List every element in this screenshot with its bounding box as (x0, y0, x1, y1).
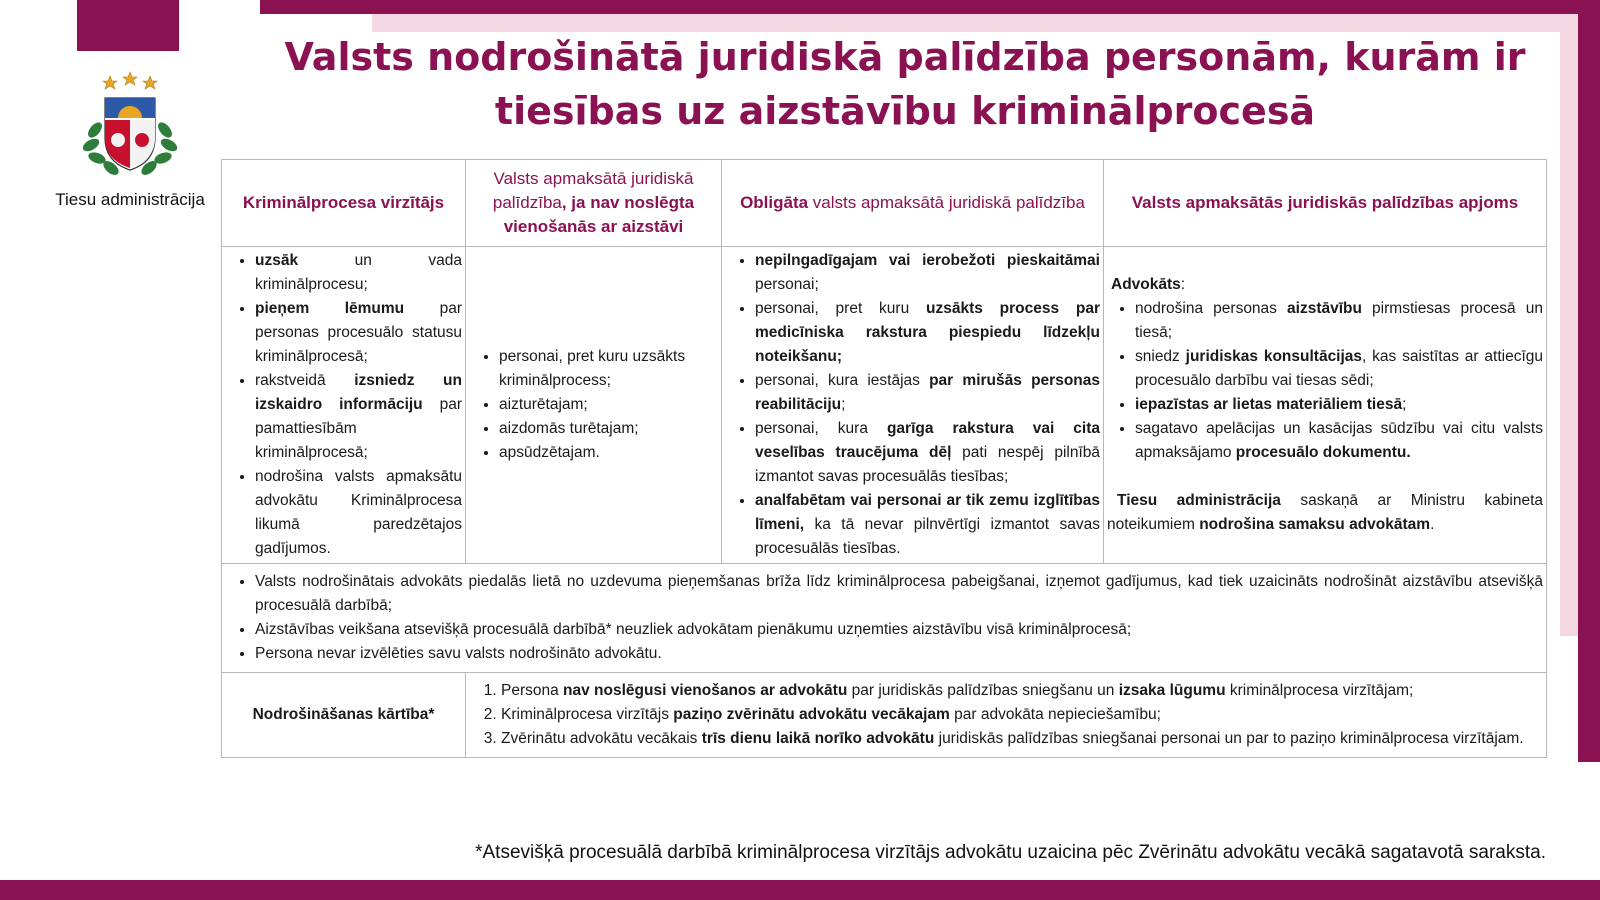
content-row (222, 247, 1547, 564)
top-bar (260, 0, 1600, 14)
col4-cell (1104, 247, 1547, 564)
col4-list (1107, 297, 1543, 465)
header-col4: Valsts apmaksātās juridiskās palīdzības apjoms (1104, 160, 1547, 247)
list-item: • Persona nevar izvēlēties savu valsts nodrošināto advokātu. (255, 642, 1543, 666)
ta-paragraph: Tiesu administrācija saskaņā ar Ministru kabineta noteikumiem nodrošina samaksu advokātam. (1107, 492, 1544, 533)
top-left-block (77, 0, 179, 51)
list-item: 2. Kriminālprocesa virzītājs paziņo zvērinātu advokātu vecākajam par advokāta nepieciešamību; (501, 703, 1543, 727)
col3-cell (722, 247, 1104, 564)
list-item: • personai, kura iestājas par mirušās personas reabilitāciju; (755, 369, 1100, 417)
list-item: • sagatavo apelācijas un kasācijas sūdzību vai citu valsts apmaksājamo procesuālo dokumentu. (1135, 417, 1543, 465)
list-item: • aizturētajam; (499, 393, 718, 417)
pink-bar-right (1560, 14, 1578, 636)
list-item: • nodrošina personas aizstāvību pirmstiesas procesā un tiesā; (1135, 297, 1543, 345)
title-line-1: Valsts nodrošinātā juridiskā palīdzība personām, kurām ir (284, 35, 1526, 79)
list-item: • personai, pret kuru uzsākts kriminālprocess; (499, 345, 718, 393)
list-item: • personai, pret kuru uzsākts process par medicīniska rakstura piespiedu līdzekļu noteikšanu; (755, 297, 1100, 369)
list-item: 3. Zvērinātu advokātu vecākais trīs dienu laikā norīko advokātu juridiskās palīdzības sniegšanai personai un par to paziņo kriminālprocesa virzītājam. (501, 727, 1543, 751)
col1-list (225, 249, 462, 561)
list-item: 1. Persona nav noslēgusi vienošanos ar advokātu par juridiskās palīdzības sniegšanu un izsaka lūgumu kriminālprocesa virzītājam; (501, 679, 1543, 703)
page-title (260, 30, 1550, 138)
list-item: • Valsts nodrošinātais advokāts piedalās lietā no uzdevuma pieņemšanas brīža līdz kriminālprocesa pabeigšanai, izņemot gadījumus, kad tiek uzaicināts nodrošināt aizstāvību atsevišķā procesuālā darbībā; (255, 570, 1543, 618)
org-name: Tiesu administrācija (55, 190, 205, 209)
general-row (222, 564, 1547, 673)
list-item: • uzsāk un vada kriminālprocesu; (255, 249, 462, 297)
col2-cell (466, 247, 722, 564)
list-item: • Aizstāvības veikšana atsevišķā procesuālā darbībā* neuzliek advokātam pienākumu uzņemties aizstāvību visā kriminālprocesā; (255, 618, 1543, 642)
title-line-2: tiesības uz aizstāvību kriminālprocesā (494, 89, 1316, 133)
header-col2: Valsts apmaksātā juridiskā palīdzība, ja nav noslēgta vienošanās ar aizstāvi (466, 160, 722, 247)
procedure-label-cell (222, 673, 466, 758)
list-item: • nodrošina valsts apmaksātu advokātu Kriminālprocesa likumā paredzētajos gadījumos. (255, 465, 462, 561)
coat-of-arms-icon (75, 70, 185, 180)
header-col3: Obligāta valsts apmaksātā juridiskā palīdzība (722, 160, 1104, 247)
list-item: • aizdomās turētajam; (499, 417, 718, 441)
list-item: • nepilngadīgajam vai ierobežoti pieskaitāmai personai; (755, 249, 1100, 297)
general-cell (222, 564, 1547, 673)
bottom-bar (0, 880, 1600, 900)
procedure-cell (466, 673, 1547, 758)
list-item: • pieņem lēmumu par personas procesuālo statusu kriminālprocesā; (255, 297, 462, 369)
advokats-label: Advokāts: (1111, 276, 1186, 293)
header-row (222, 160, 1547, 247)
right-bar (1578, 0, 1600, 762)
list-item: • sniedz juridiskas konsultācijas, kas saistītas ar attiecīgu procesuālo darbību vai tiesas sēdi; (1135, 345, 1543, 393)
procedure-row (222, 673, 1547, 758)
legal-aid-table (221, 159, 1547, 758)
list-item: • rakstveidā izsniedz un izskaidro informāciju par pamattiesībām kriminālprocesā; (255, 369, 462, 465)
list-item: • apsūdzētajam. (499, 441, 718, 465)
logo (40, 70, 220, 210)
list-item: • analfabētam vai personai ar tik zemu izglītības līmeni, ka tā nevar pilnvērtīgi izmantot savas procesuālās tiesības. (755, 489, 1100, 561)
list-item: • iepazīstas ar lietas materiāliem tiesā; (1135, 393, 1543, 417)
general-list (225, 570, 1543, 666)
procedure-label: Nodrošināšanas kārtība* (252, 706, 435, 723)
col1-cell (222, 247, 466, 564)
footnote: *Atsevišķā procesuālā darbībā kriminālprocesa virzītājs advokātu uzaicina pēc Zvērinātu advokātu vecākā sagatavotā saraksta. (475, 842, 1546, 863)
col2-list (469, 345, 718, 465)
header-col1: Kriminālprocesa virzītājs (222, 160, 466, 247)
list-item: • personai, kura garīga rakstura vai cita veselības traucējuma dēļ pati nespēj pilnībā izmantot savas procesuālās tiesības; (755, 417, 1100, 489)
col3-list (725, 249, 1100, 561)
procedure-list (469, 679, 1543, 751)
